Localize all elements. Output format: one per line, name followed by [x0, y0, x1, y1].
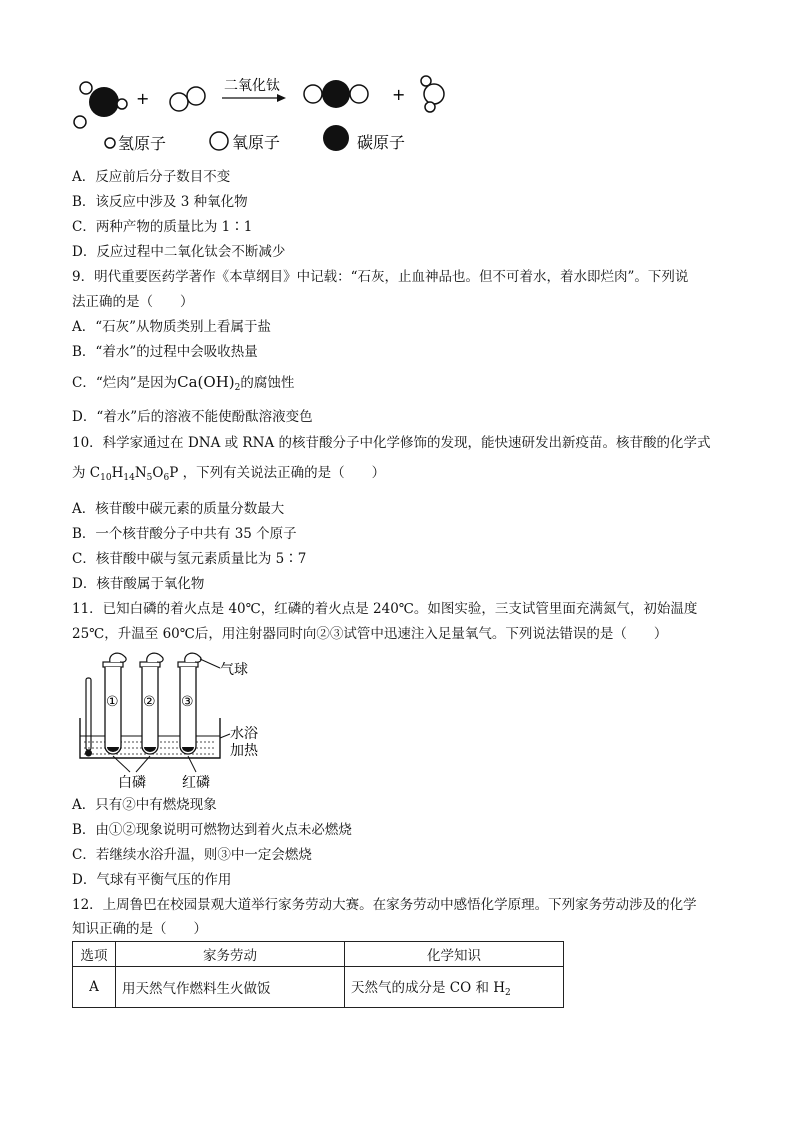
q10-formula: $C_{10}H_{14}N_5O_6P$	[89, 465, 179, 483]
q11-stem-line-2: 25℃，升温至 60℃后，用注射器同时向②③试管中迅速注入足量氧气。下列说法错误的是（ ）	[72, 626, 668, 642]
legend-oxygen	[210, 132, 280, 152]
q12-knowledge-table	[72, 941, 564, 1008]
q10-option-b: B．一个核苷酸分子中共有 35 个原子	[72, 526, 297, 542]
q9-option-c-suffix: 的腐蚀性	[240, 375, 295, 391]
heating-label: 加热	[230, 743, 258, 759]
q8-option-c: C．两种产物的质量比为 1∶1	[72, 219, 253, 235]
q10-option-d: D．核苷酸属于氧化物	[72, 576, 205, 592]
plus-sign-1: +	[136, 89, 150, 108]
reactant-molecule-1	[74, 82, 127, 128]
q8-option-b: B．该反应中涉及 3 种氧化物	[72, 194, 248, 210]
legend-hydrogen	[105, 134, 166, 153]
table-header-chore: 家务劳动	[116, 942, 345, 967]
white-phosphorus-label: 白磷	[118, 775, 146, 791]
tube-3-label: ③	[181, 694, 194, 710]
balloon-label: 气球	[220, 662, 248, 678]
table-cell-knowledge: 天然气的成分是 CO 和 $H_2$	[345, 967, 564, 1008]
q9-option-d: D．“着水”后的溶液不能使酚酞溶液变色	[72, 409, 313, 425]
q10-stem-line-2	[72, 464, 385, 487]
reactant-molecule-2	[170, 87, 205, 111]
q11-option-d: D．气球有平衡气压的作用	[72, 872, 232, 888]
water-bath-label: 水浴	[230, 726, 258, 742]
q8-option-d: D．反应过程中二氧化钛会不断减少	[72, 244, 286, 260]
q9-option-c-formula: Ca(OH)	[177, 373, 235, 391]
q9-stem-line-2: 法正确的是（ ）	[72, 294, 194, 310]
reaction-diagram	[72, 72, 452, 158]
thermometer-icon	[85, 678, 92, 757]
table-row	[73, 967, 564, 1008]
tube-1-label: ①	[106, 694, 119, 710]
combustion-experiment-diagram	[72, 650, 282, 792]
q10-stem-prefix: 为	[72, 465, 86, 481]
reaction-arrow-icon	[222, 94, 286, 102]
q11-option-c: C．若继续水浴升温，则③中一定会燃烧	[72, 847, 312, 863]
q10-option-c: C．核苷酸中碳与氢元素质量比为 5∶7	[72, 551, 307, 567]
q9-option-b: B．“着水”的过程中会吸收热量	[72, 344, 258, 360]
q10-stem-line-1: 10．科学家通过在 DNA 或 RNA 的核苷酸分子中化学修饰的发现，能快速研发出新疫苗。核苷酸的化学式	[72, 435, 711, 451]
q9-option-c-subscript: 2	[234, 383, 241, 393]
q12-stem-line-2: 知识正确的是（ ）	[72, 921, 207, 937]
q11-stem-line-1: 11．已知白磷的着火点是 40℃，红磷的着火点是 240℃。如图实验，三支试管里面充满氮气，初始温度	[72, 601, 698, 617]
q10-option-a: A．核苷酸中碳元素的质量分数最大	[72, 501, 285, 517]
table-header-knowledge: 化学知识	[345, 942, 564, 967]
svg-text:碳原子: 碳原子	[357, 133, 406, 152]
svg-text:氧原子: 氧原子	[232, 133, 281, 152]
product-molecule-1	[304, 80, 368, 108]
product-molecule-2	[421, 76, 444, 112]
table-header-option: 选项	[73, 942, 116, 967]
q11-option-a: A．只有②中有燃烧现象	[72, 797, 217, 813]
legend-carbon	[323, 125, 405, 152]
q9-option-c-text: C．“烂肉”是因为	[72, 375, 178, 391]
table-cell-option: A	[73, 967, 116, 1008]
q9-stem-line-1: 9．明代重要医药学著作《本草纲目》中记载：“石灰，止血神品也。但不可着水，着水即烂肉”。下列说	[72, 269, 689, 285]
red-phosphorus-label: 红磷	[182, 775, 210, 791]
table-header-row	[73, 942, 564, 967]
q10-stem-suffix: ，下列有关说法正确的是（ ）	[182, 465, 386, 481]
plus-sign-2: +	[392, 85, 406, 104]
svg-text:氢原子: 氢原子	[118, 134, 167, 153]
q12-stem-line-1: 12．上周鲁巴在校园景观大道举行家务劳动大赛。在家务劳动中感悟化学原理。下列家务劳动涉及的化学	[72, 897, 697, 913]
q11-option-b: B．由①②现象说明可燃物达到着火点未必燃烧	[72, 822, 352, 838]
catalyst-label: 二氧化钛	[224, 78, 280, 94]
q9-option-a: A．“石灰”从物质类别上看属于盐	[72, 319, 272, 335]
q8-option-a: A．反应前后分子数目不变	[72, 169, 231, 185]
table-cell-chore: 用天然气作燃料生火做饭	[116, 967, 345, 1008]
tube-2-label: ②	[143, 694, 156, 710]
q9-option-c	[72, 373, 294, 397]
